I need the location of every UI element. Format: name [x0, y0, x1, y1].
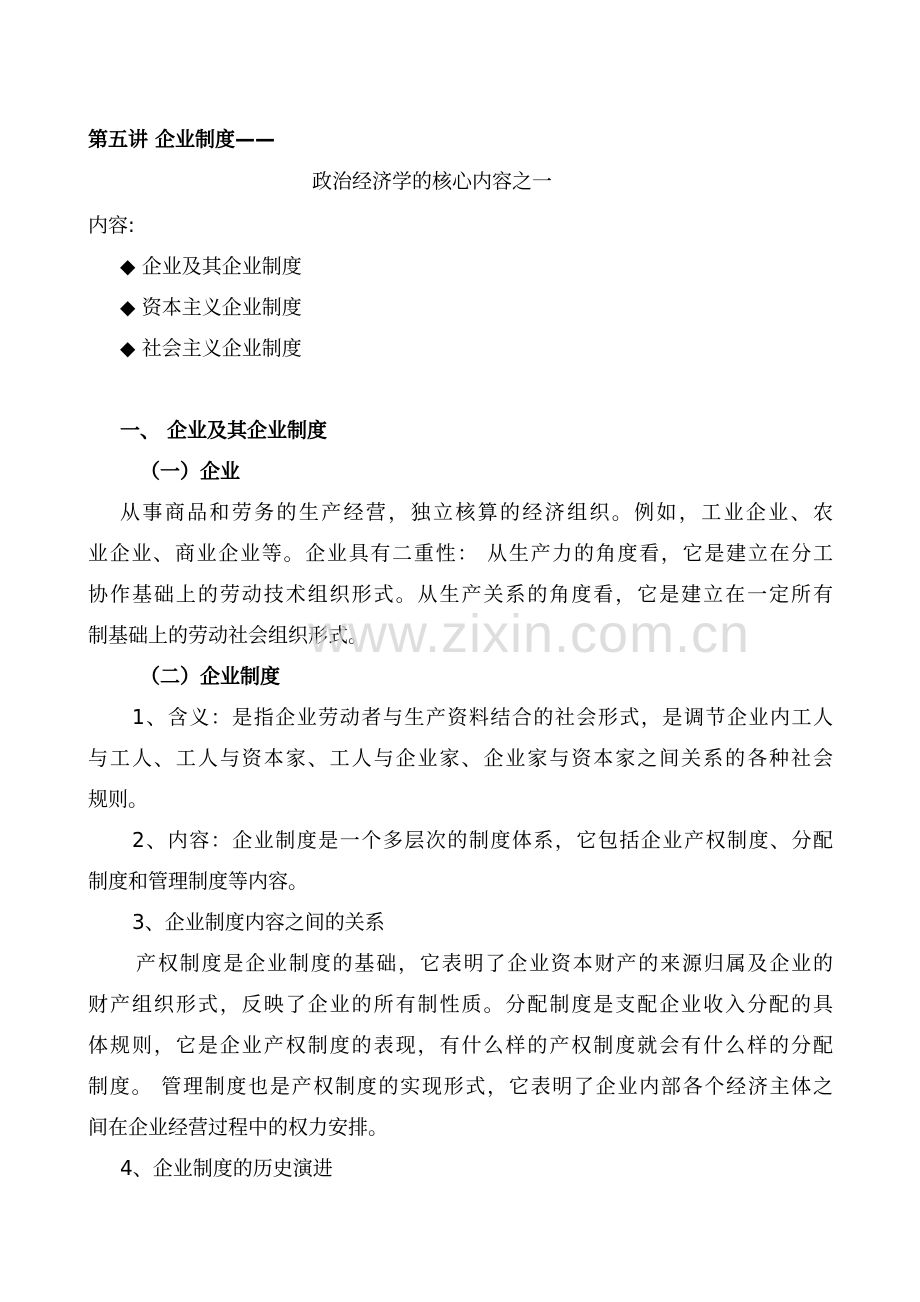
paragraph-line: 制度和管理制度等内容。 — [88, 869, 308, 893]
document-subtitle: 政治经济学的核心内容之一 — [312, 169, 552, 193]
paragraph-line: 间在企业经营过程中的权力安排。 — [88, 1115, 388, 1139]
paragraph-line: 业企业、商业企业等。企业具有二重性： 从生产力的角度看，它是建立在分工 — [88, 541, 833, 565]
subsection-heading: （二）企业制度 — [140, 664, 280, 688]
paragraph-line: 与工人、工人与资本家、工人与企业家、企业家与资本家之间关系的各种社会 — [88, 746, 833, 770]
paragraph-line: 规则。 — [88, 787, 148, 811]
paragraph-line: 2、内容：企业制度是一个多层次的制度体系，它包括企业产权制度、分配 — [132, 828, 833, 852]
paragraph-line: 协作基础上的劳动技术组织形式。从生产关系的角度看，它是建立在一定所有 — [88, 582, 833, 606]
contents-label: 内容: — [88, 213, 135, 237]
paragraph-line: 体规则，它是企业产权制度的表现，有什么样的产权制度就会有什么样的分配 — [88, 1033, 833, 1057]
contents-item: ◆ 企业及其企业制度 — [120, 254, 302, 278]
paragraph-line: 产权制度是企业制度的基础，它表明了企业资本财产的来源归属及企业的 — [136, 951, 833, 975]
paragraph-line: 从事商品和劳务的生产经营，独立核算的经济组织。例如，工业企业、农 — [120, 500, 833, 524]
paragraph-line: 制基础上的劳动社会组织形式。 — [88, 623, 368, 647]
contents-item: ◆ 资本主义企业制度 — [120, 295, 302, 319]
paragraph-line: 1、含义：是指企业劳动者与生产资料结合的社会形式，是调节企业内工人 — [132, 705, 833, 729]
watermark: www.zixin.com.cn — [308, 604, 751, 664]
subsection-heading: （一）企业 — [140, 459, 240, 483]
point-heading: 3、企业制度内容之间的关系 — [132, 910, 385, 934]
paragraph-line: 制度。 管理制度也是产权制度的实现形式，它表明了企业内部各个经济主体之 — [88, 1074, 833, 1098]
document-title: 第五讲 企业制度—— — [88, 127, 275, 151]
section-heading: 一、 企业及其企业制度 — [120, 418, 327, 442]
contents-item: ◆ 社会主义企业制度 — [120, 336, 302, 360]
paragraph-line: 财产组织形式，反映了企业的所有制性质。分配制度是支配企业收入分配的具 — [88, 992, 833, 1016]
point-heading: 4、企业制度的历史演进 — [120, 1156, 333, 1180]
